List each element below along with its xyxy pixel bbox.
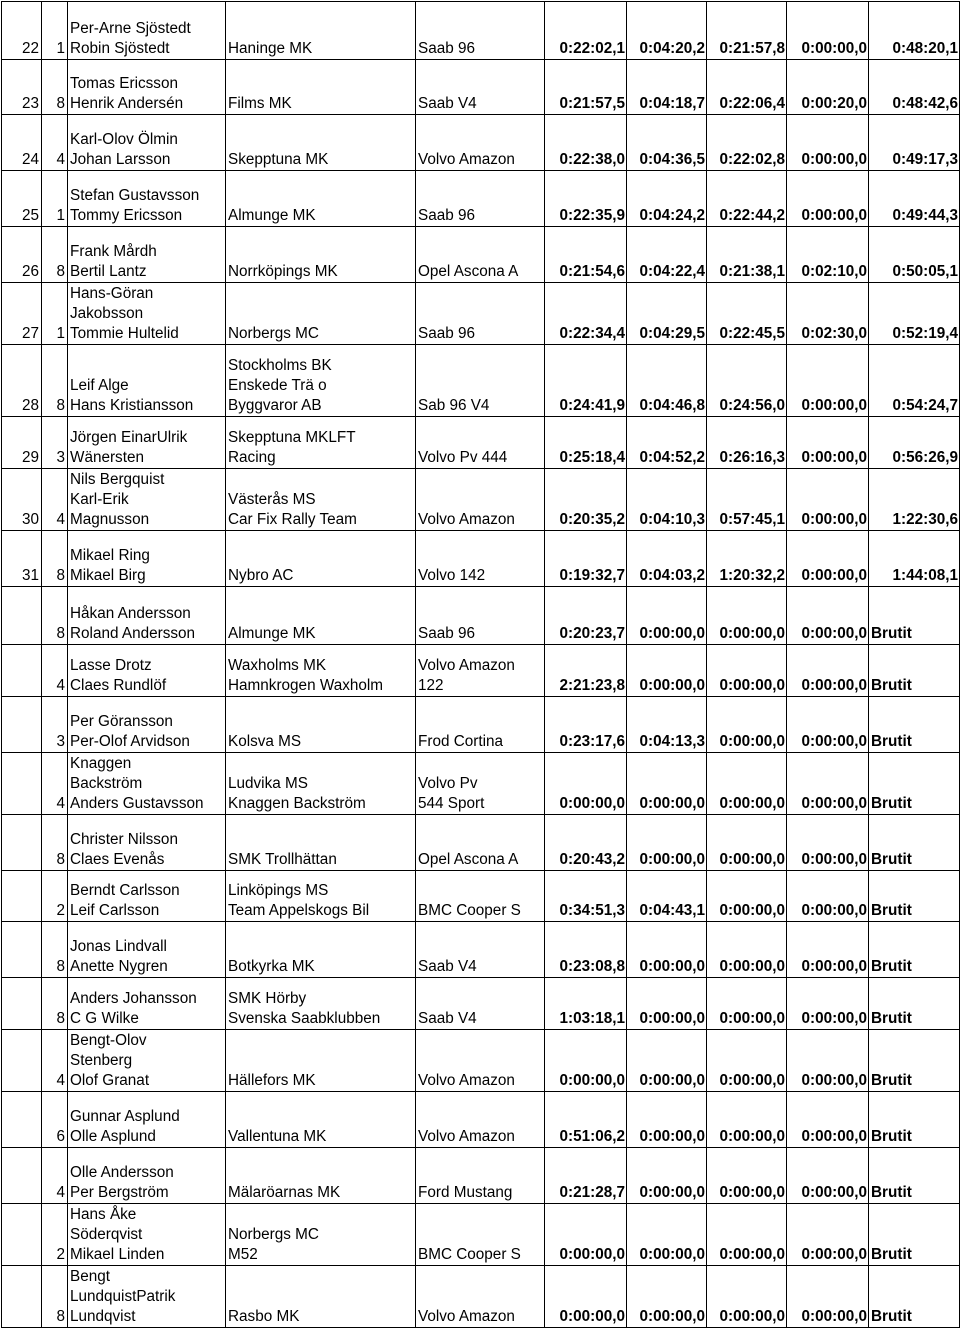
- car-cell: Volvo Amazon 122: [416, 645, 545, 697]
- crew-cell: Hans-Göran Jakobsson Tommie Hultelid: [68, 283, 226, 345]
- crew-cell: Anders Johansson C G Wilke: [68, 978, 226, 1030]
- crew-cell: Frank Mårdh Bertil Lantz: [68, 227, 226, 283]
- penalty-cell: 0:00:00,0: [787, 587, 869, 645]
- club-cell: Botkyrka MK: [226, 922, 416, 978]
- club-cell: Norrköpings MK: [226, 227, 416, 283]
- car-cell: Volvo 142: [416, 531, 545, 587]
- total-cell: 0:49:17,3: [869, 115, 960, 171]
- car-cell: Volvo Pv 444: [416, 417, 545, 469]
- time-3-cell: 0:00:00,0: [707, 1204, 787, 1266]
- club-cell: Haninge MK: [226, 2, 416, 60]
- position-cell: [2, 697, 42, 753]
- car-cell: Saab 96: [416, 283, 545, 345]
- club-cell: Ludvika MS Knaggen Backström: [226, 753, 416, 815]
- time-3-cell: 0:24:56,0: [707, 345, 787, 417]
- class-cell: 8: [42, 587, 68, 645]
- total-cell: Brutit: [869, 815, 960, 871]
- table-row: [2, 922, 960, 978]
- results-table: [1, 1, 960, 1328]
- club-cell: Skepptuna MKLFT Racing: [226, 417, 416, 469]
- class-cell: 8: [42, 345, 68, 417]
- time-1-cell: 0:34:51,3: [545, 871, 627, 922]
- total-cell: 0:50:05,1: [869, 227, 960, 283]
- penalty-cell: 0:00:00,0: [787, 922, 869, 978]
- table-row: [2, 871, 960, 922]
- position-cell: [2, 978, 42, 1030]
- time-2-cell: 0:00:00,0: [627, 1092, 707, 1148]
- total-cell: Brutit: [869, 645, 960, 697]
- class-cell: 4: [42, 115, 68, 171]
- class-cell: 2: [42, 871, 68, 922]
- time-1-cell: 2:21:23,8: [545, 645, 627, 697]
- club-cell: Films MK: [226, 60, 416, 115]
- club-cell: Norbergs MC: [226, 283, 416, 345]
- club-cell: Stockholms BK Enskede Trä o Byggvaror AB: [226, 345, 416, 417]
- table-row: [2, 1030, 960, 1092]
- time-1-cell: 0:51:06,2: [545, 1092, 627, 1148]
- penalty-cell: 0:00:00,0: [787, 345, 869, 417]
- total-cell: Brutit: [869, 978, 960, 1030]
- position-cell: [2, 1092, 42, 1148]
- time-2-cell: 0:00:00,0: [627, 645, 707, 697]
- car-cell: Volvo Amazon: [416, 115, 545, 171]
- penalty-cell: 0:00:00,0: [787, 1148, 869, 1204]
- class-cell: 8: [42, 922, 68, 978]
- penalty-cell: 0:00:00,0: [787, 1030, 869, 1092]
- car-cell: BMC Cooper S: [416, 1204, 545, 1266]
- table-row: [2, 1204, 960, 1266]
- time-2-cell: 0:00:00,0: [627, 1148, 707, 1204]
- class-cell: 1: [42, 2, 68, 60]
- car-cell: Sab 96 V4: [416, 345, 545, 417]
- crew-cell: Berndt Carlsson Leif Carlsson: [68, 871, 226, 922]
- table-row: [2, 697, 960, 753]
- table-row: [2, 1092, 960, 1148]
- time-2-cell: 0:00:00,0: [627, 753, 707, 815]
- car-cell: Saab V4: [416, 922, 545, 978]
- time-3-cell: 0:22:44,2: [707, 171, 787, 227]
- class-cell: 2: [42, 1204, 68, 1266]
- crew-cell: Bengt LundquistPatrik Lundqvist: [68, 1266, 226, 1328]
- time-2-cell: 0:04:22,4: [627, 227, 707, 283]
- penalty-cell: 0:02:10,0: [787, 227, 869, 283]
- crew-cell: Lasse Drotz Claes Rundlöf: [68, 645, 226, 697]
- time-3-cell: 0:00:00,0: [707, 1030, 787, 1092]
- crew-cell: Mikael Ring Mikael Birg: [68, 531, 226, 587]
- crew-cell: Hans Åke Söderqvist Mikael Linden: [68, 1204, 226, 1266]
- time-2-cell: 0:00:00,0: [627, 815, 707, 871]
- time-1-cell: 0:00:00,0: [545, 753, 627, 815]
- time-1-cell: 0:19:32,7: [545, 531, 627, 587]
- time-2-cell: 0:00:00,0: [627, 1266, 707, 1328]
- time-3-cell: 0:00:00,0: [707, 922, 787, 978]
- crew-cell: Olle Andersson Per Bergström: [68, 1148, 226, 1204]
- time-2-cell: 0:04:29,5: [627, 283, 707, 345]
- time-2-cell: 0:00:00,0: [627, 922, 707, 978]
- position-cell: [2, 587, 42, 645]
- club-cell: Waxholms MK Hamnkrogen Waxholm: [226, 645, 416, 697]
- crew-cell: Stefan Gustavsson Tommy Ericsson: [68, 171, 226, 227]
- club-cell: Linköpings MS Team Appelskogs Bil: [226, 871, 416, 922]
- car-cell: Saab V4: [416, 60, 545, 115]
- penalty-cell: 0:00:00,0: [787, 531, 869, 587]
- total-cell: Brutit: [869, 1204, 960, 1266]
- time-2-cell: 0:04:24,2: [627, 171, 707, 227]
- time-3-cell: 0:00:00,0: [707, 645, 787, 697]
- car-cell: Frod Cortina: [416, 697, 545, 753]
- club-cell: Almunge MK: [226, 587, 416, 645]
- total-cell: Brutit: [869, 1148, 960, 1204]
- time-2-cell: 0:00:00,0: [627, 1204, 707, 1266]
- club-cell: Hällefors MK: [226, 1030, 416, 1092]
- class-cell: 4: [42, 1148, 68, 1204]
- crew-cell: Bengt-Olov Stenberg Olof Granat: [68, 1030, 226, 1092]
- penalty-cell: 0:00:00,0: [787, 815, 869, 871]
- time-2-cell: 0:04:36,5: [627, 115, 707, 171]
- penalty-cell: 0:00:00,0: [787, 171, 869, 227]
- crew-cell: Jonas Lindvall Anette Nygren: [68, 922, 226, 978]
- position-cell: 29: [2, 417, 42, 469]
- total-cell: 0:54:24,7: [869, 345, 960, 417]
- table-row: [2, 60, 960, 115]
- position-cell: [2, 645, 42, 697]
- table-row: [2, 587, 960, 645]
- crew-cell: Leif Alge Hans Kristiansson: [68, 345, 226, 417]
- class-cell: 8: [42, 1266, 68, 1328]
- time-1-cell: 0:20:35,2: [545, 469, 627, 531]
- total-cell: Brutit: [869, 871, 960, 922]
- time-3-cell: 0:00:00,0: [707, 1148, 787, 1204]
- car-cell: Saab 96: [416, 587, 545, 645]
- car-cell: Volvo Pv 544 Sport: [416, 753, 545, 815]
- penalty-cell: 0:00:20,0: [787, 60, 869, 115]
- time-1-cell: 0:22:34,4: [545, 283, 627, 345]
- time-1-cell: 0:24:41,9: [545, 345, 627, 417]
- class-cell: 3: [42, 417, 68, 469]
- position-cell: 22: [2, 2, 42, 60]
- position-cell: 31: [2, 531, 42, 587]
- time-1-cell: 0:23:17,6: [545, 697, 627, 753]
- time-2-cell: 0:04:10,3: [627, 469, 707, 531]
- class-cell: 1: [42, 171, 68, 227]
- time-2-cell: 0:04:03,2: [627, 531, 707, 587]
- class-cell: 1: [42, 283, 68, 345]
- time-3-cell: 1:20:32,2: [707, 531, 787, 587]
- time-2-cell: 0:04:18,7: [627, 60, 707, 115]
- time-3-cell: 0:22:02,8: [707, 115, 787, 171]
- class-cell: 8: [42, 978, 68, 1030]
- time-3-cell: 0:00:00,0: [707, 697, 787, 753]
- penalty-cell: 0:00:00,0: [787, 469, 869, 531]
- crew-cell: Jörgen EinarUlrik Wänersten: [68, 417, 226, 469]
- penalty-cell: 0:00:00,0: [787, 2, 869, 60]
- crew-cell: Gunnar Asplund Olle Asplund: [68, 1092, 226, 1148]
- time-3-cell: 0:21:38,1: [707, 227, 787, 283]
- position-cell: 26: [2, 227, 42, 283]
- table-row: [2, 115, 960, 171]
- time-2-cell: 0:04:46,8: [627, 345, 707, 417]
- position-cell: [2, 815, 42, 871]
- position-cell: [2, 1030, 42, 1092]
- time-1-cell: 1:03:18,1: [545, 978, 627, 1030]
- club-cell: Västerås MS Car Fix Rally Team: [226, 469, 416, 531]
- car-cell: Saab 96: [416, 171, 545, 227]
- position-cell: [2, 1266, 42, 1328]
- car-cell: Volvo Amazon: [416, 1092, 545, 1148]
- time-3-cell: 0:22:06,4: [707, 60, 787, 115]
- table-row: [2, 2, 960, 60]
- penalty-cell: 0:00:00,0: [787, 697, 869, 753]
- time-3-cell: 0:21:57,8: [707, 2, 787, 60]
- car-cell: Saab 96: [416, 2, 545, 60]
- position-cell: [2, 1204, 42, 1266]
- total-cell: 0:49:44,3: [869, 171, 960, 227]
- time-1-cell: 0:21:28,7: [545, 1148, 627, 1204]
- table-row: [2, 815, 960, 871]
- penalty-cell: 0:00:00,0: [787, 417, 869, 469]
- car-cell: BMC Cooper S: [416, 871, 545, 922]
- penalty-cell: 0:00:00,0: [787, 978, 869, 1030]
- penalty-cell: 0:02:30,0: [787, 283, 869, 345]
- club-cell: SMK Trollhättan: [226, 815, 416, 871]
- class-cell: 8: [42, 815, 68, 871]
- time-3-cell: 0:00:00,0: [707, 1092, 787, 1148]
- position-cell: 30: [2, 469, 42, 531]
- time-3-cell: 0:00:00,0: [707, 815, 787, 871]
- club-cell: Skepptuna MK: [226, 115, 416, 171]
- time-1-cell: 0:20:23,7: [545, 587, 627, 645]
- total-cell: Brutit: [869, 697, 960, 753]
- total-cell: 0:48:42,6: [869, 60, 960, 115]
- time-2-cell: 0:00:00,0: [627, 978, 707, 1030]
- class-cell: 4: [42, 753, 68, 815]
- table-row: [2, 1266, 960, 1328]
- table-row: [2, 1148, 960, 1204]
- position-cell: 28: [2, 345, 42, 417]
- position-cell: [2, 922, 42, 978]
- crew-cell: Tomas Ericsson Henrik Andersén: [68, 60, 226, 115]
- position-cell: [2, 1148, 42, 1204]
- class-cell: 4: [42, 469, 68, 531]
- position-cell: 27: [2, 283, 42, 345]
- table-row: [2, 978, 960, 1030]
- club-cell: Norbergs MC M52: [226, 1204, 416, 1266]
- total-cell: 0:56:26,9: [869, 417, 960, 469]
- car-cell: Volvo Amazon: [416, 1266, 545, 1328]
- car-cell: Saab V4: [416, 978, 545, 1030]
- time-1-cell: 0:20:43,2: [545, 815, 627, 871]
- club-cell: Nybro AC: [226, 531, 416, 587]
- crew-cell: Karl-Olov Ölmin Johan Larsson: [68, 115, 226, 171]
- total-cell: 1:22:30,6: [869, 469, 960, 531]
- total-cell: Brutit: [869, 1266, 960, 1328]
- crew-cell: Knaggen Backström Anders Gustavsson: [68, 753, 226, 815]
- total-cell: 1:44:08,1: [869, 531, 960, 587]
- car-cell: Ford Mustang: [416, 1148, 545, 1204]
- table-row: [2, 227, 960, 283]
- time-2-cell: 0:04:13,3: [627, 697, 707, 753]
- time-2-cell: 0:04:20,2: [627, 2, 707, 60]
- time-3-cell: 0:00:00,0: [707, 753, 787, 815]
- crew-cell: Christer Nilsson Claes Evenås: [68, 815, 226, 871]
- time-2-cell: 0:04:43,1: [627, 871, 707, 922]
- results-body: [2, 2, 960, 1328]
- club-cell: Vallentuna MK: [226, 1092, 416, 1148]
- crew-cell: Håkan Andersson Roland Andersson: [68, 587, 226, 645]
- time-1-cell: 0:00:00,0: [545, 1204, 627, 1266]
- time-3-cell: 0:22:45,5: [707, 283, 787, 345]
- time-1-cell: 0:23:08,8: [545, 922, 627, 978]
- penalty-cell: 0:00:00,0: [787, 1266, 869, 1328]
- table-row: [2, 283, 960, 345]
- club-cell: Kolsva MS: [226, 697, 416, 753]
- time-1-cell: 0:25:18,4: [545, 417, 627, 469]
- time-2-cell: 0:00:00,0: [627, 587, 707, 645]
- club-cell: Almunge MK: [226, 171, 416, 227]
- car-cell: Volvo Amazon: [416, 469, 545, 531]
- club-cell: Rasbo MK: [226, 1266, 416, 1328]
- class-cell: 8: [42, 60, 68, 115]
- table-row: [2, 753, 960, 815]
- table-row: [2, 171, 960, 227]
- total-cell: Brutit: [869, 1092, 960, 1148]
- time-3-cell: 0:00:00,0: [707, 1266, 787, 1328]
- position-cell: [2, 753, 42, 815]
- table-row: [2, 345, 960, 417]
- penalty-cell: 0:00:00,0: [787, 753, 869, 815]
- crew-cell: Per-Arne Sjöstedt Robin Sjöstedt: [68, 2, 226, 60]
- time-1-cell: 0:00:00,0: [545, 1030, 627, 1092]
- total-cell: 0:52:19,4: [869, 283, 960, 345]
- table-row: [2, 645, 960, 697]
- penalty-cell: 0:00:00,0: [787, 115, 869, 171]
- position-cell: [2, 871, 42, 922]
- club-cell: SMK Hörby Svenska Saabklubben: [226, 978, 416, 1030]
- table-row: [2, 531, 960, 587]
- total-cell: 0:48:20,1: [869, 2, 960, 60]
- time-2-cell: 0:00:00,0: [627, 1030, 707, 1092]
- penalty-cell: 0:00:00,0: [787, 645, 869, 697]
- time-3-cell: 0:26:16,3: [707, 417, 787, 469]
- time-1-cell: 0:22:35,9: [545, 171, 627, 227]
- club-cell: Mälaröarnas MK: [226, 1148, 416, 1204]
- penalty-cell: 0:00:00,0: [787, 871, 869, 922]
- time-1-cell: 0:22:02,1: [545, 2, 627, 60]
- time-1-cell: 0:21:54,6: [545, 227, 627, 283]
- time-2-cell: 0:04:52,2: [627, 417, 707, 469]
- total-cell: Brutit: [869, 922, 960, 978]
- time-3-cell: 0:00:00,0: [707, 871, 787, 922]
- car-cell: Volvo Amazon: [416, 1030, 545, 1092]
- penalty-cell: 0:00:00,0: [787, 1092, 869, 1148]
- table-row: [2, 469, 960, 531]
- class-cell: 4: [42, 1030, 68, 1092]
- penalty-cell: 0:00:00,0: [787, 1204, 869, 1266]
- time-3-cell: 0:57:45,1: [707, 469, 787, 531]
- class-cell: 4: [42, 645, 68, 697]
- table-row: [2, 417, 960, 469]
- car-cell: Opel Ascona A: [416, 227, 545, 283]
- class-cell: 3: [42, 697, 68, 753]
- time-1-cell: 0:22:38,0: [545, 115, 627, 171]
- time-1-cell: 0:00:00,0: [545, 1266, 627, 1328]
- crew-cell: Nils Bergquist Karl-Erik Magnusson: [68, 469, 226, 531]
- position-cell: 23: [2, 60, 42, 115]
- position-cell: 24: [2, 115, 42, 171]
- car-cell: Opel Ascona A: [416, 815, 545, 871]
- class-cell: 6: [42, 1092, 68, 1148]
- class-cell: 8: [42, 531, 68, 587]
- time-1-cell: 0:21:57,5: [545, 60, 627, 115]
- total-cell: Brutit: [869, 587, 960, 645]
- total-cell: Brutit: [869, 753, 960, 815]
- time-3-cell: 0:00:00,0: [707, 587, 787, 645]
- crew-cell: Per Göransson Per-Olof Arvidson: [68, 697, 226, 753]
- class-cell: 8: [42, 227, 68, 283]
- total-cell: Brutit: [869, 1030, 960, 1092]
- time-3-cell: 0:00:00,0: [707, 978, 787, 1030]
- position-cell: 25: [2, 171, 42, 227]
